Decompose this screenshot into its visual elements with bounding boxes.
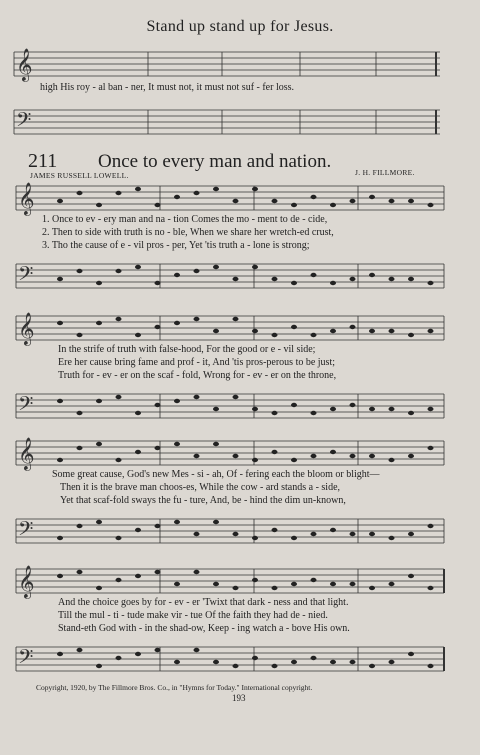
svg-text:𝄢: 𝄢 [18, 519, 34, 545]
bass-staff [0, 513, 480, 553]
hymn-number: 211 [28, 150, 58, 172]
svg-text:𝄢: 𝄢 [18, 264, 34, 290]
bass-staff [0, 641, 480, 681]
previous-hymn-lyric: high His roy - al ban - ner, It must not, it must not suf - fer loss. [40, 82, 295, 93]
bass-staff [0, 258, 480, 298]
lyric-line: And the choice goes by for - ev - er 'Twixt that dark - ness and that light. [58, 597, 349, 608]
svg-text:𝄞: 𝄞 [18, 439, 35, 470]
lyric-line: Ere her cause bring fame and prof - it, And 'tis pros-perous to be just; [58, 357, 336, 368]
bass-staff [0, 388, 480, 428]
svg-text:𝄞: 𝄞 [16, 50, 33, 81]
lyric-line: Truth for - ev - er on the scaf - fold, Wrong for - ev - er on the throne, [58, 370, 337, 381]
lyric-line: Then it is the brave man choos-es, While the cow - ard stands a - side, [60, 482, 341, 493]
lyric-line: 3. Tho the cause of e - vil pros - per, Yet 'tis truth a - lone is strong; [42, 240, 310, 251]
svg-text:𝄞: 𝄞 [18, 184, 35, 215]
lyric-line: 1. Once to ev - ery man and na - tion Comes the mo - ment to de - cide, [42, 214, 328, 225]
author-credit: JAMES RUSSELL LOWELL. [30, 171, 129, 180]
composer-credit: J. H. FILLMORE. [355, 168, 415, 177]
svg-text:𝄢: 𝄢 [16, 110, 32, 136]
page-number: 193 [232, 693, 246, 703]
lyric-line: Stand-eth God with - in the shad-ow, Keep - ing watch a - bove His own. [58, 623, 350, 634]
previous-hymn-title: Stand up stand up for Jesus. [146, 18, 334, 35]
svg-text:𝄞: 𝄞 [18, 567, 35, 598]
lyric-line: 2. Then to side with truth is no - ble, When we share her wretch-ed crust, [42, 227, 334, 238]
lyric-line: Some great cause, God's new Mes - si - ah, Of - fering each the bloom or blight— [52, 469, 380, 480]
lyric-line: In the strife of truth with false-hood, For the good or e - vil side; [58, 344, 316, 355]
treble-staff [0, 46, 480, 86]
lyric-line: Yet that scaf-fold sways the fu - ture, And, be - hind the dim un-known, [60, 495, 346, 506]
copyright-notice: Copyright, 1920, by The Fillmore Bros. Co., in "Hymns for Today." International copyright. [36, 683, 313, 692]
hymn-title: Once to every man and nation. [98, 151, 332, 172]
svg-text:𝄢: 𝄢 [18, 394, 34, 420]
svg-text:𝄞: 𝄞 [18, 314, 35, 345]
svg-text:𝄢: 𝄢 [18, 647, 34, 673]
lyric-line: Till the mul - ti - tude make vir - tue Of the faith they had de - nied. [58, 610, 328, 621]
bass-staff [0, 104, 480, 144]
